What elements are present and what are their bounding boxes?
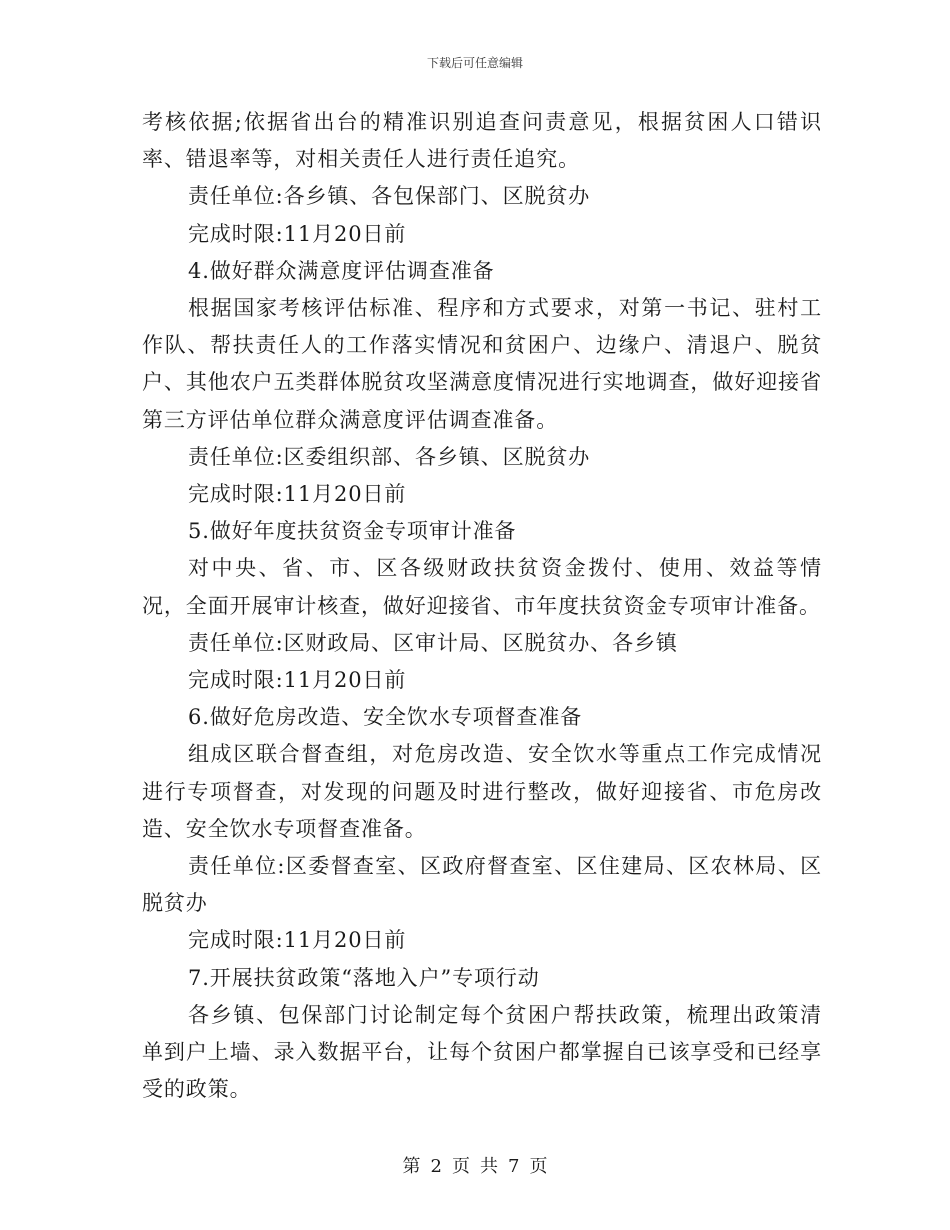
paragraph: 完成时限:11月20日前 <box>188 482 407 507</box>
page-prefix: 第 <box>402 1156 421 1177</box>
paragraph: 责任单位:区委组织部、各乡镇、区脱贫办 <box>188 444 591 469</box>
total-pages-number: 7 <box>508 1156 520 1177</box>
paragraph: 责任单位:区财政局、区审计局、区脱贫办、各乡镇 <box>188 630 678 655</box>
page-footer <box>0 1152 950 1178</box>
current-page-number: 2 <box>430 1156 442 1177</box>
section-heading: 6.做好危房改造、安全饮水专项督查准备 <box>188 705 583 730</box>
paragraph: 对中央、省、市、区各级财政扶贫资金拨付、使用、效益等情况，全面开展审计核查，做好迎接省、市年度扶贫资金专项审计准备。 <box>142 556 822 618</box>
page-mid: 页 <box>452 1156 470 1177</box>
total-suffix: 页 <box>529 1156 548 1177</box>
paragraph: 考核依据;依据省出台的精准识别追查问责意见，根据贫困人口错识率、错退率等，对相关责任人进行责任追究。 <box>142 110 822 172</box>
section-heading: 4.做好群众满意度评估调查准备 <box>188 258 495 283</box>
section-heading: 7.开展扶贫政策“落地入户”专项行动 <box>188 965 540 990</box>
document-body <box>142 104 822 1108</box>
paragraph: 责任单位:区委督查室、区政府督查室、区住建局、区农林局、区脱贫办 <box>142 854 822 916</box>
paragraph: 根据国家考核评估标准、程序和方式要求，对第一书记、驻村工作队、帮扶责任人的工作落实情况和贫困户、边缘户、清退户、脱贫户、其他农户五类群体脱贫攻坚满意度情况进行实地调查，做好迎接省第三方评估单位群众满意度评估调查准备。 <box>142 296 822 432</box>
paragraph: 完成时限:11月20日前 <box>188 668 407 693</box>
section-heading: 5.做好年度扶贫资金专项审计准备 <box>188 519 517 544</box>
paragraph: 完成时限:11月20日前 <box>188 221 407 246</box>
page-header: 下载后可任意编辑 <box>426 56 523 70</box>
paragraph: 各乡镇、包保部门讨论制定每个贫困户帮扶政策，梳理出政策清单到户上墙、录入数据平台，让每个贫困户都掌握自已该享受和已经享受的政策。 <box>142 1002 822 1102</box>
total-prefix: 共 <box>480 1156 498 1177</box>
paragraph: 组成区联合督查组，对危房改造、安全饮水等重点工作完成情况进行专项督查，对发现的问题及时进行整改，做好迎接省、市危房改造、安全饮水专项督查准备。 <box>142 742 822 841</box>
paragraph: 完成时限:11月20日前 <box>188 928 407 953</box>
paragraph: 责任单位:各乡镇、各包保部门、区脱贫办 <box>188 184 591 209</box>
